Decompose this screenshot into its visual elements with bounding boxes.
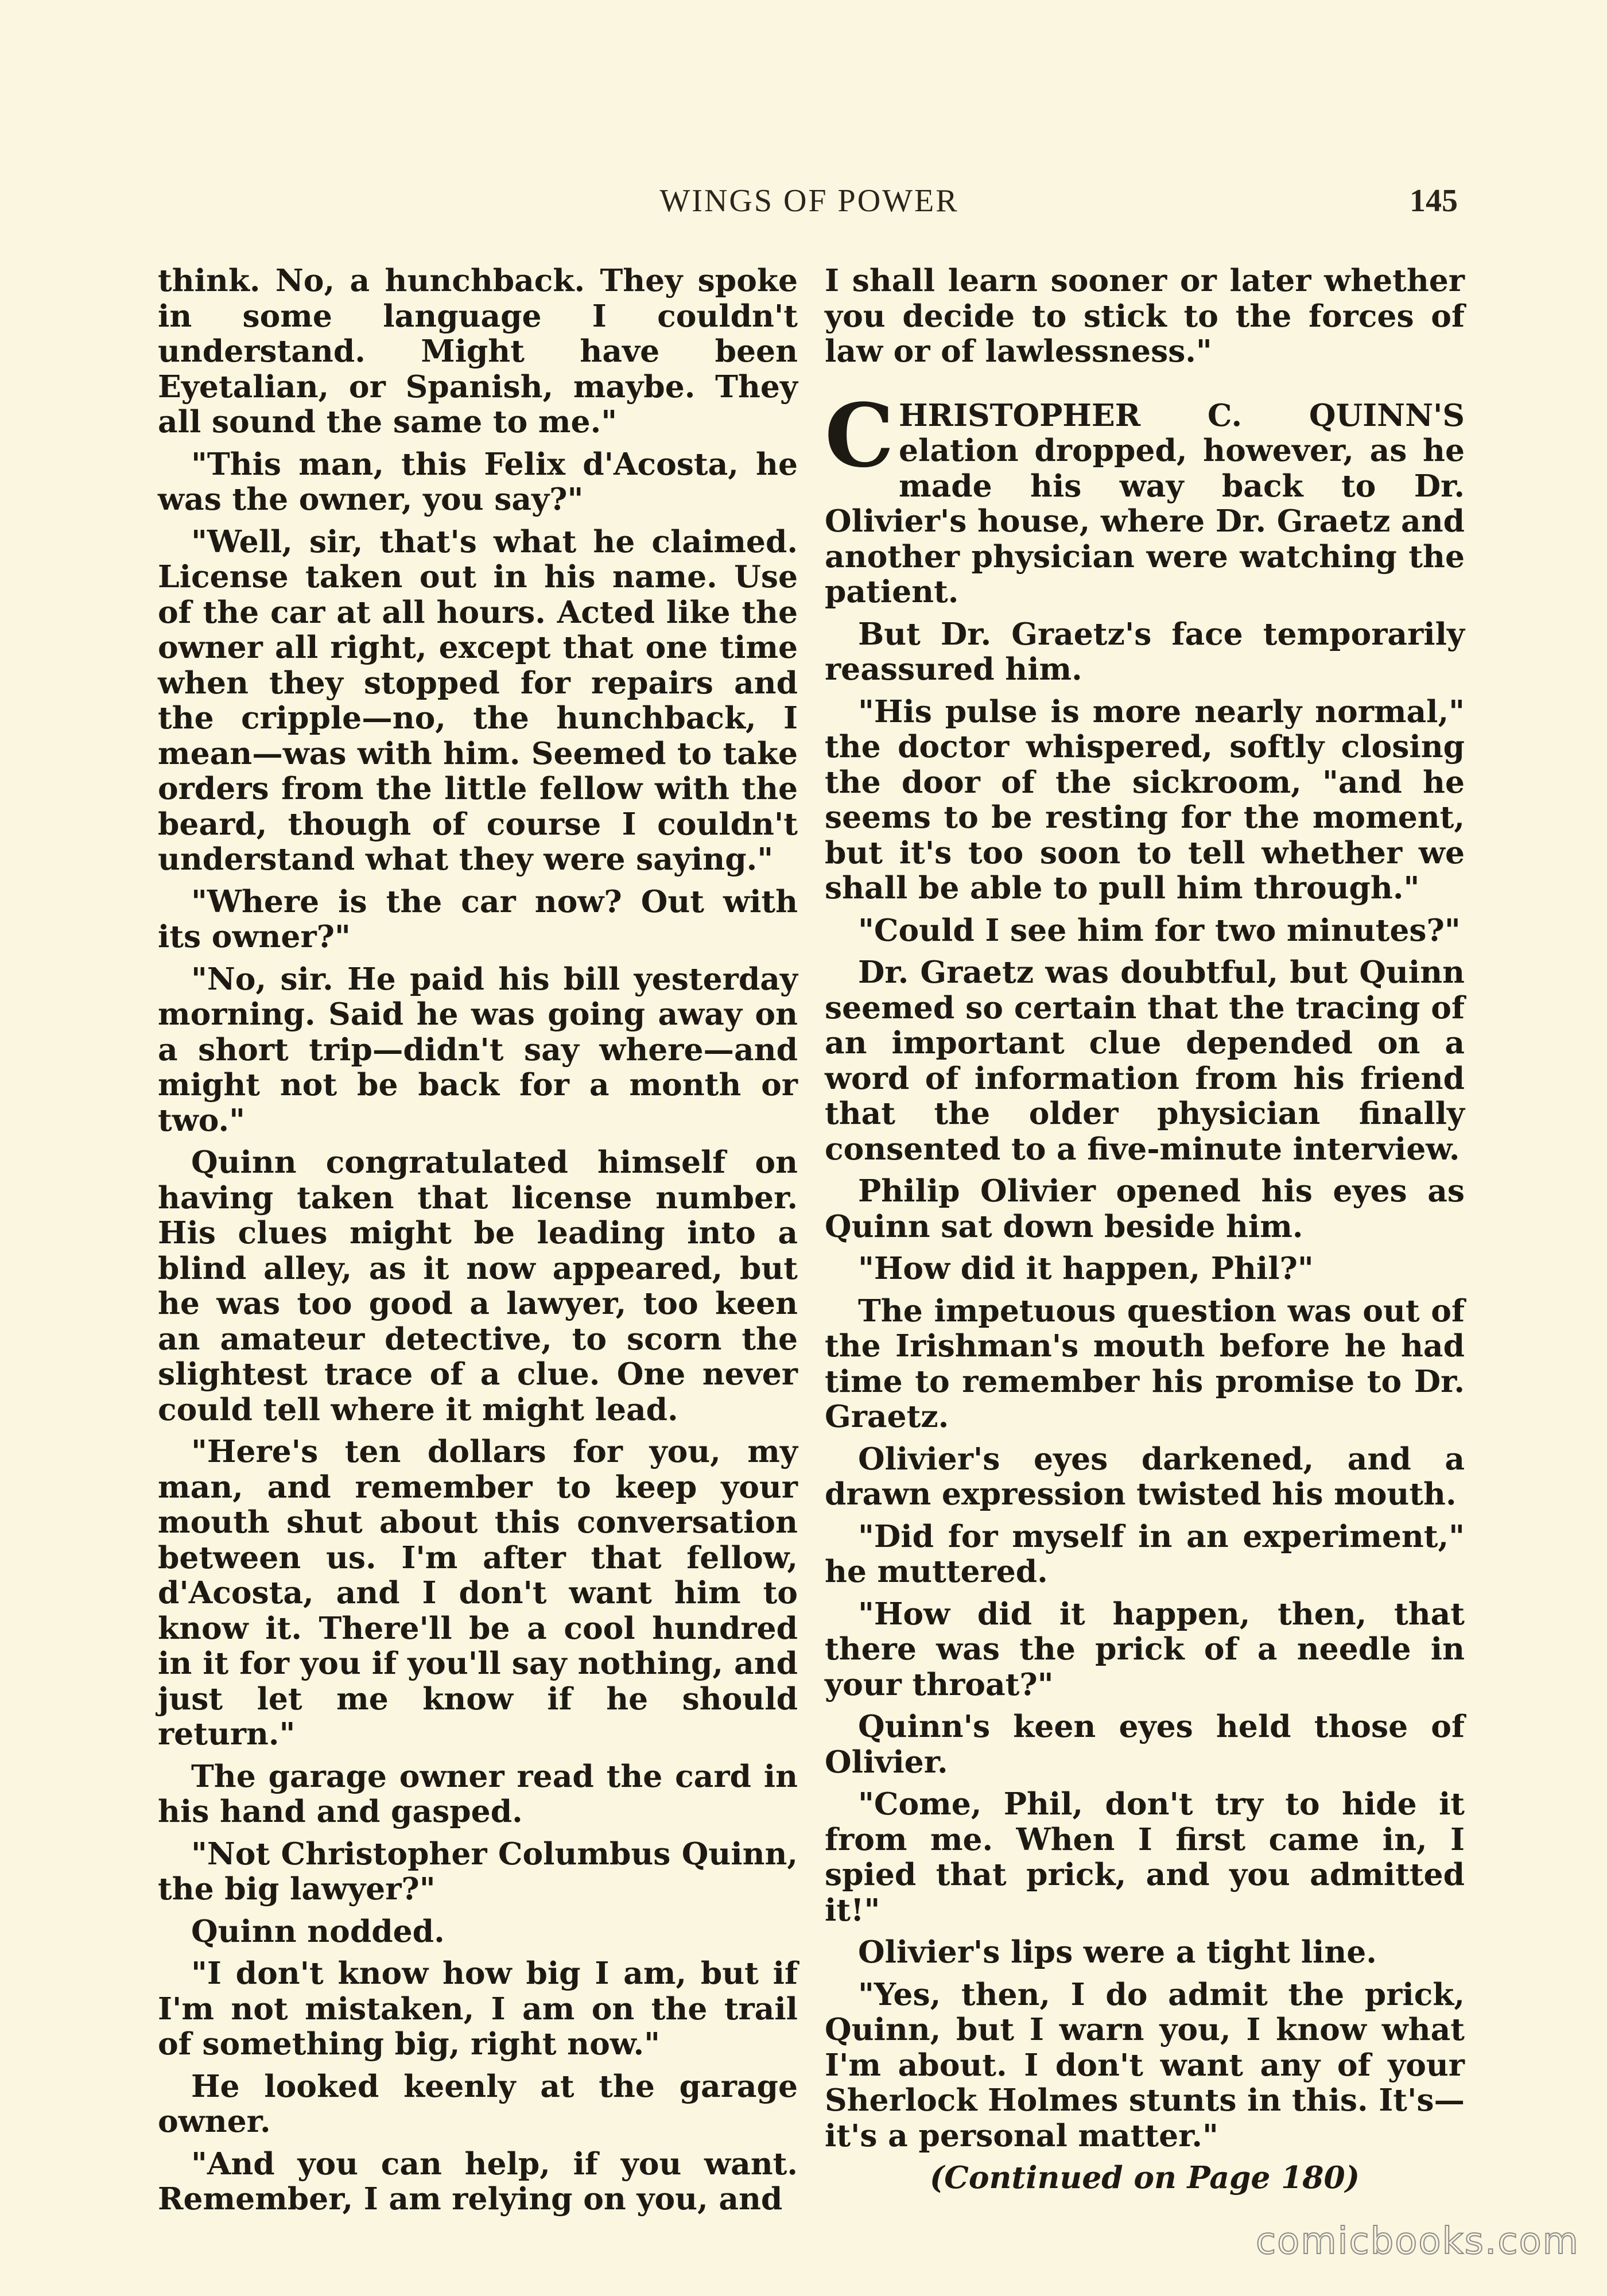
- paragraph: Philip Olivier opened his eyes as Quinn sat down beside him.: [825, 1173, 1465, 1244]
- paragraph: Olivier's lips were a tight line.: [858, 1934, 1377, 1970]
- paragraph: I shall learn sooner or later whether you decide to stick to the forces of law or of lawlessness.": [825, 262, 1465, 369]
- paragraph: "His pulse is more nearly normal," the doctor whispered, softly closing the door of the sickroom, "and he seems to be resting for the moment, but it's too soon to tell whether we shall be able to pull him through.": [825, 693, 1465, 906]
- running-title: WINGS OF POWER: [659, 183, 959, 219]
- paragraph: Quinn's keen eyes held those of Olivier.: [825, 1708, 1465, 1780]
- paragraph: But Dr. Graetz's face temporarily reassured him.: [825, 615, 1465, 687]
- paragraph-text: HRISTOPHER C. QUINN'S elation dropped, however, as he made his way back to Dr. Olivier's house, where Dr. Graetz and another physician were watching the patient.: [825, 397, 1465, 610]
- drop-cap: C: [825, 383, 894, 487]
- section-opening-paragraph: [825, 383, 1465, 610]
- paragraph: think. No, a hunchback. They spoke in some language I couldn't understand. Might have been Eyetalian, or Spanish, maybe. They all sound the same to me.": [158, 262, 798, 440]
- paragraph: Olivier's eyes darkened, and a drawn expression twisted his mouth.: [825, 1440, 1465, 1512]
- paragraph: "Could I see him for two minutes?": [858, 912, 1461, 948]
- paragraph: "Did for myself in an experiment," he muttered.: [825, 1518, 1465, 1589]
- paragraph: "Yes, then, I do admit the prick, Quinn, but I warn you, I know what I'm about. I don't want any of your Sherlock Holmes stunts in this. It's—it's a personal matter.": [825, 1976, 1465, 2154]
- paragraph: The impetuous question was out of the Irishman's mouth before he had time to remember his promise to Dr. Graetz.: [825, 1292, 1465, 1434]
- paragraph: "Here's ten dollars for you, my man, and remember to keep your mouth shut about this conversation between us. I'm after that fellow, d'Acosta, and I don't want him to know it. There'll be a cool hundred in it for you if you'll say nothing, and just let me know if he should return.": [158, 1433, 798, 1752]
- paragraph: "Well, sir, that's what he claimed. License taken out in his name. Use of the car at all hours. Acted like the owner all right, except that one time when they stopped for repairs and the cripple—no, the hunchback, I mean—was with him. Seemed to take orders from the little fellow with the beard, though of course I couldn't understand what they were saying.": [158, 523, 798, 877]
- paragraph: "Where is the car now? Out with its owner?": [158, 883, 798, 955]
- paragraph: Dr. Graetz was doubtful, but Quinn seemed so certain that the tracing of an important clue depended on a word of information from his friend that the older physician finally consented to a five-minute interview.: [825, 954, 1465, 1167]
- paragraph: "No, sir. He paid his bill yesterday morning. Said he was going away on a short trip—didn't say where—and might not be back for a month or two.": [158, 960, 798, 1138]
- watermark: comicbooks.com: [1255, 2220, 1579, 2263]
- paragraph: "This man, this Felix d'Acosta, he was the owner, you say?": [158, 445, 798, 517]
- page-number: 145: [1410, 183, 1458, 219]
- paragraph: "How did it happen, then, that there was the prick of a needle in your throat?": [825, 1595, 1465, 1702]
- paragraph: "I don't know how big I am, but if I'm not mistaken, I am on the trail of something big, right now.": [158, 1955, 798, 2062]
- paragraph: The garage owner read the card in his hand and gasped.: [158, 1758, 798, 1829]
- paragraph: "How did it happen, Phil?": [858, 1250, 1314, 1286]
- left-column: [158, 263, 798, 2224]
- paragraph: "Come, Phil, don't try to hide it from me. When I first came in, I spied that prick, and you admitted it!": [825, 1786, 1465, 1928]
- paragraph: Quinn nodded.: [191, 1913, 445, 1949]
- paragraph: He looked keenly at the garage owner.: [158, 2068, 798, 2139]
- right-column: [825, 263, 1465, 2202]
- continued-note: (Continued on Page 180): [929, 2159, 1360, 2196]
- paragraph: "And you can help, if you want. Remember, I am relying on you, and: [158, 2145, 798, 2217]
- paragraph: "Not Christopher Columbus Quinn, the big lawyer?": [158, 1835, 798, 1907]
- paragraph: Quinn congratulated himself on having taken that license number. His clues might be leading into a blind alley, as it now appeared, but he was too good a lawyer, too keen an amateur detective, to scorn the slightest trace of a clue. One never could tell where it might lead.: [158, 1144, 798, 1428]
